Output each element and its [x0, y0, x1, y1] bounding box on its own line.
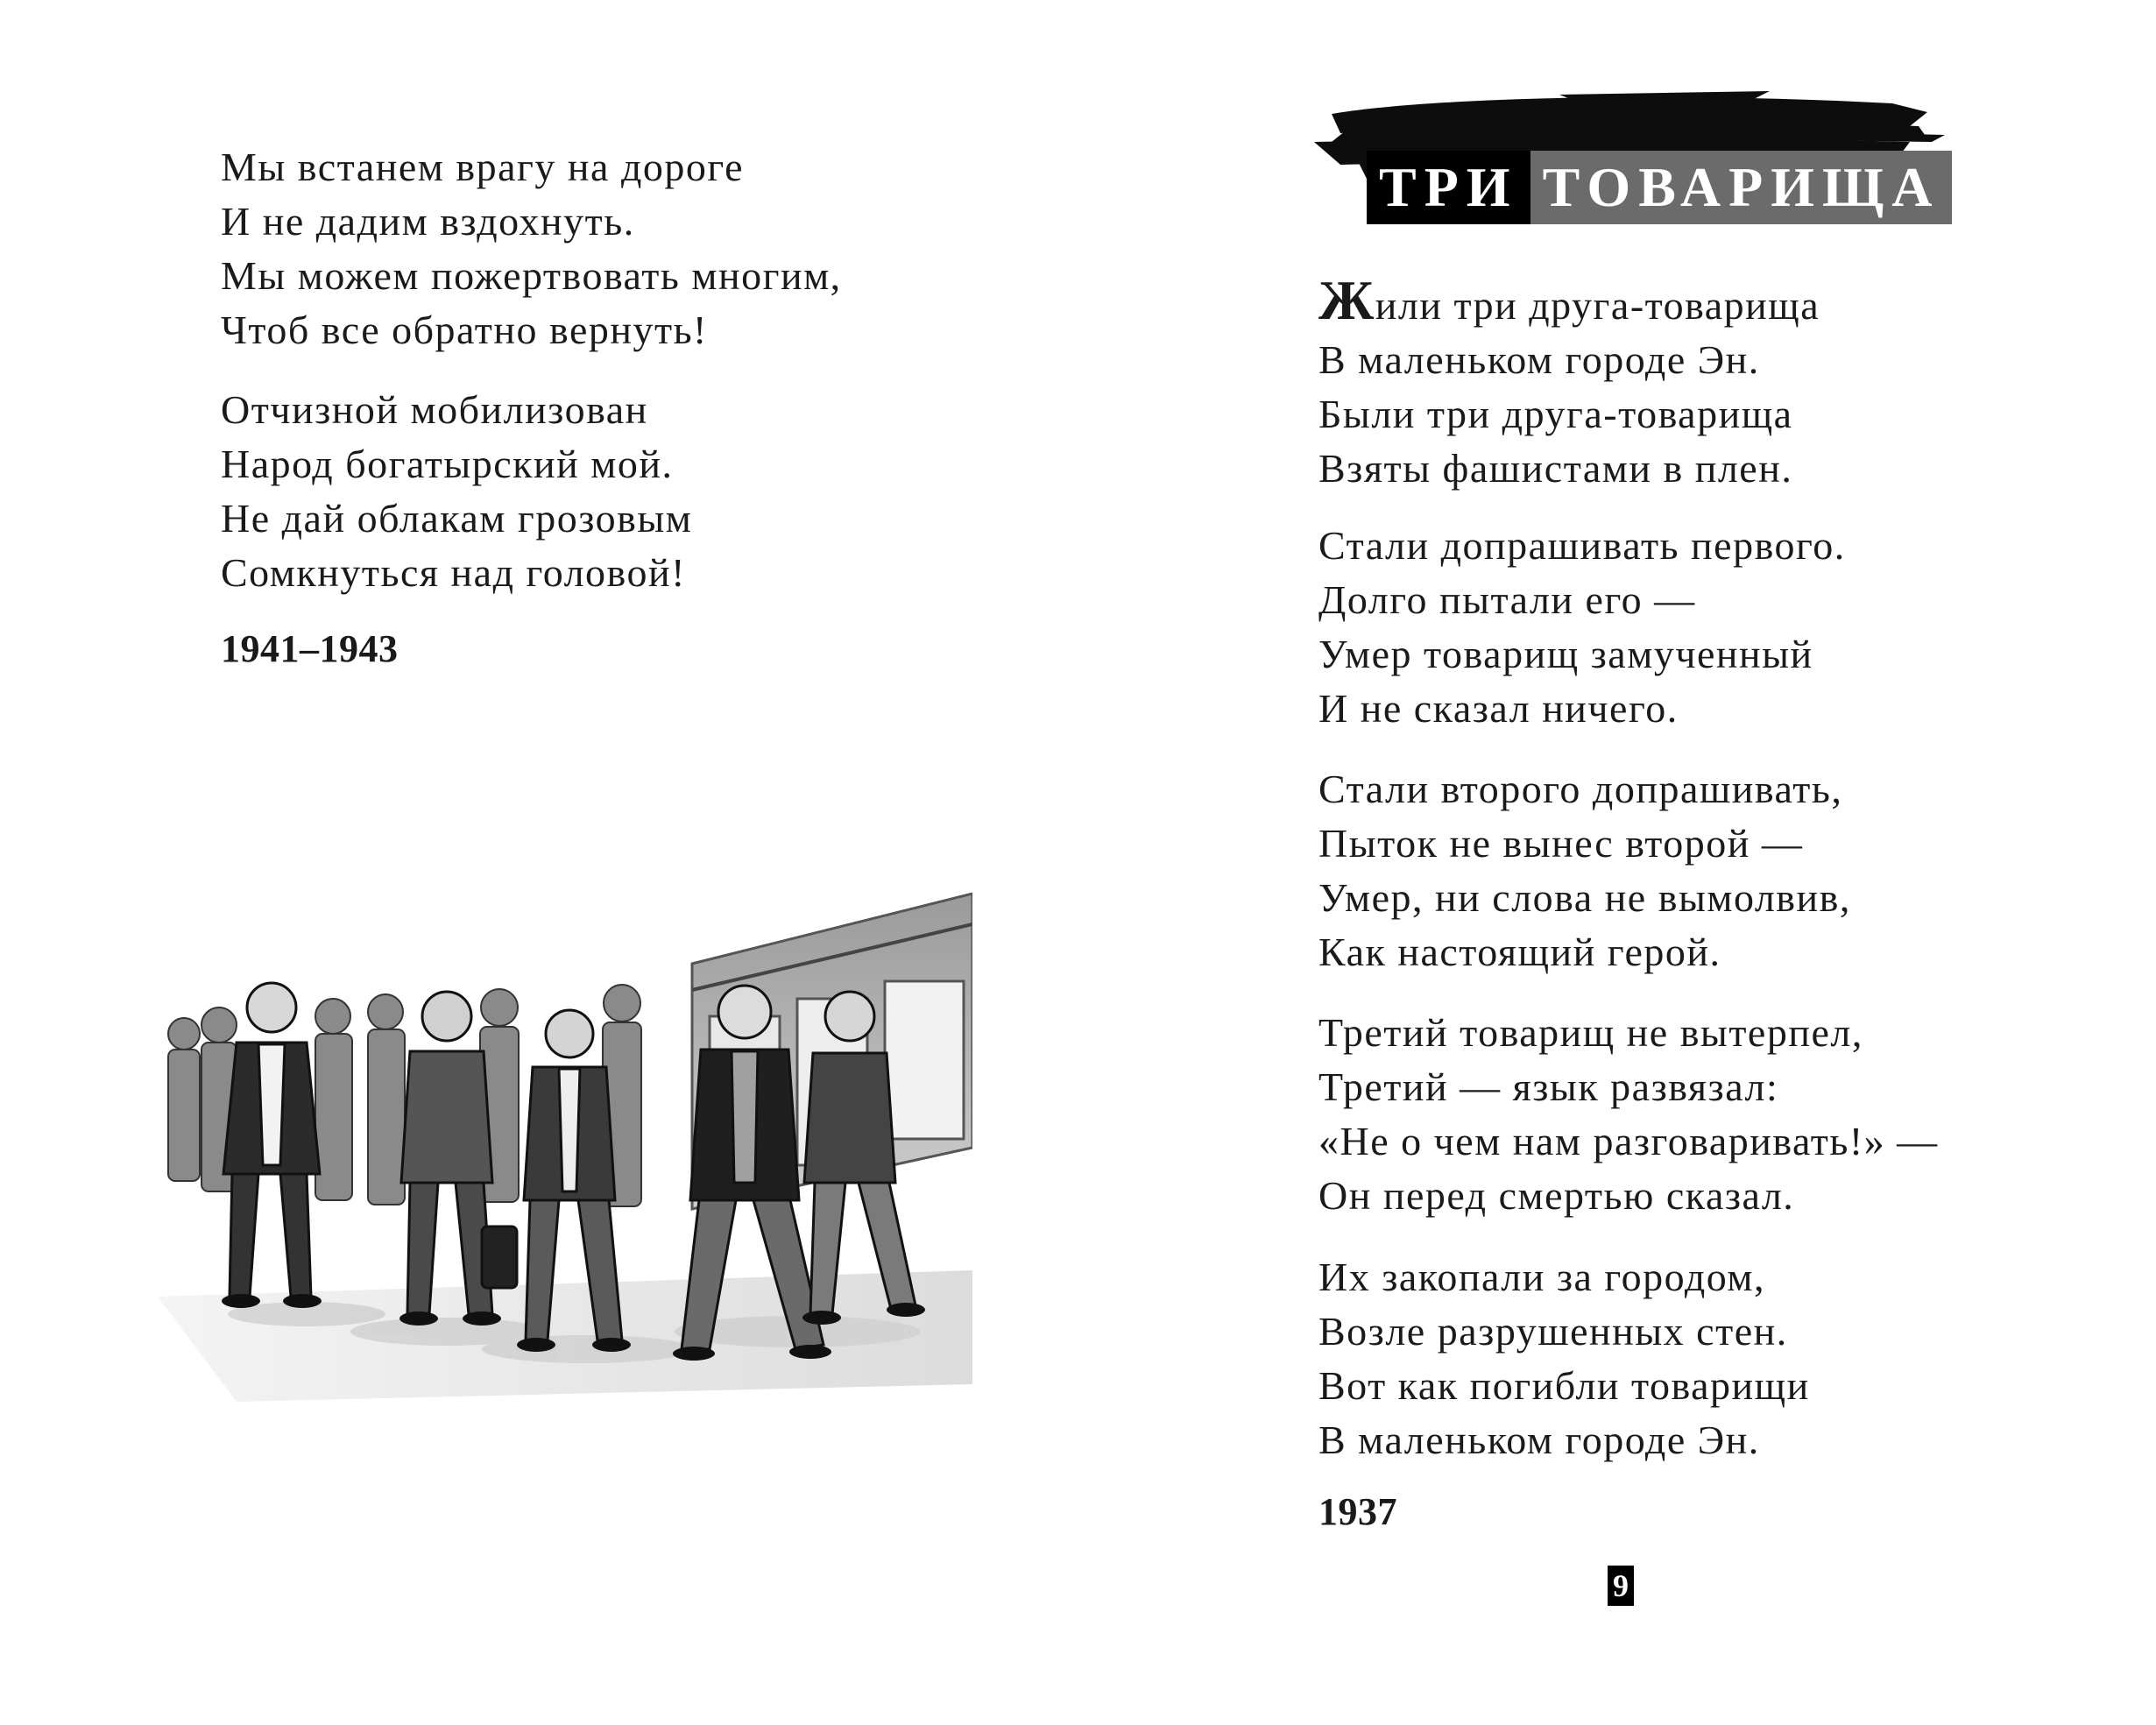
poem-year: 1937	[1318, 1490, 1397, 1533]
poem-line: Чтоб все обратно вернуть!	[221, 308, 708, 352]
poem-line: Взяты фашистами в плен.	[1318, 446, 1793, 491]
poem-line: Умер, ни слова не вымолвив,	[1318, 875, 1851, 920]
right-stanza-3	[1318, 762, 1851, 979]
poem-line: Умер товарищ замученный	[1318, 632, 1813, 676]
poem-line: И не дадим вздохнуть.	[221, 199, 635, 244]
poem-title	[1367, 151, 1952, 224]
poem-line: Не дай облакам грозовым	[221, 496, 693, 541]
poem-title-block	[1314, 88, 1945, 241]
title-word-1: ТРИ	[1367, 151, 1530, 224]
page-number: 9	[1608, 1566, 1634, 1606]
poem-line: Третий товарищ не вытерпел,	[1318, 1010, 1863, 1055]
poem-line: Пыток не вынес второй —	[1318, 821, 1804, 866]
poem-line: Стали второго допрашивать,	[1318, 767, 1843, 811]
left-stanza-2	[221, 383, 692, 600]
poem-line: И не сказал ничего.	[1318, 686, 1679, 731]
poem-line: Отчизной мобилизован	[221, 387, 648, 432]
left-stanza-1	[221, 140, 842, 357]
poem-line: Вот как погибли товарищи	[1318, 1363, 1810, 1408]
marching-crowd-illustration	[131, 859, 972, 1419]
poem-line: «Не о чем нам разговаривать!» —	[1318, 1119, 1939, 1163]
title-word-2: ТОВАРИЩА	[1530, 151, 1953, 224]
poem-line: Сомкнуться над головой!	[221, 550, 686, 595]
poem-line: Стали допрашивать первого.	[1318, 523, 1846, 568]
poem-year: 1941–1943	[221, 627, 399, 670]
poem-line: В маленьком городе Эн.	[1318, 337, 1760, 382]
poem-line: Мы встанем врагу на дороге	[221, 145, 745, 189]
poem-line: Третий — язык развязал:	[1318, 1064, 1779, 1109]
right-stanza-2	[1318, 519, 1846, 736]
poem-line: Были три друга-товарища	[1318, 392, 1793, 436]
poem-line: Он перед смертью сказал.	[1318, 1173, 1795, 1218]
poem-line: Долго пытали его —	[1318, 577, 1696, 622]
right-page	[1078, 0, 2156, 1725]
poem-line: Как настоящий герой.	[1318, 930, 1721, 974]
right-stanza-4	[1318, 1006, 1939, 1223]
right-stanza-5	[1318, 1250, 1810, 1467]
poem-line: В маленьком городе Эн.	[1318, 1417, 1760, 1462]
poem-line: Мы можем пожертвовать многим,	[221, 253, 842, 298]
poem-line: Их закопали за городом,	[1318, 1255, 1765, 1299]
poem-line: Народ богатырский мой.	[221, 442, 674, 486]
poem-first-line	[1318, 269, 1820, 333]
right-stanza-1	[1318, 269, 1820, 496]
poem-line: Возле разрушенных стен.	[1318, 1309, 1788, 1354]
first-line-rest: или три друга-товарища	[1375, 283, 1820, 328]
drop-initial: Ж	[1318, 269, 1375, 331]
